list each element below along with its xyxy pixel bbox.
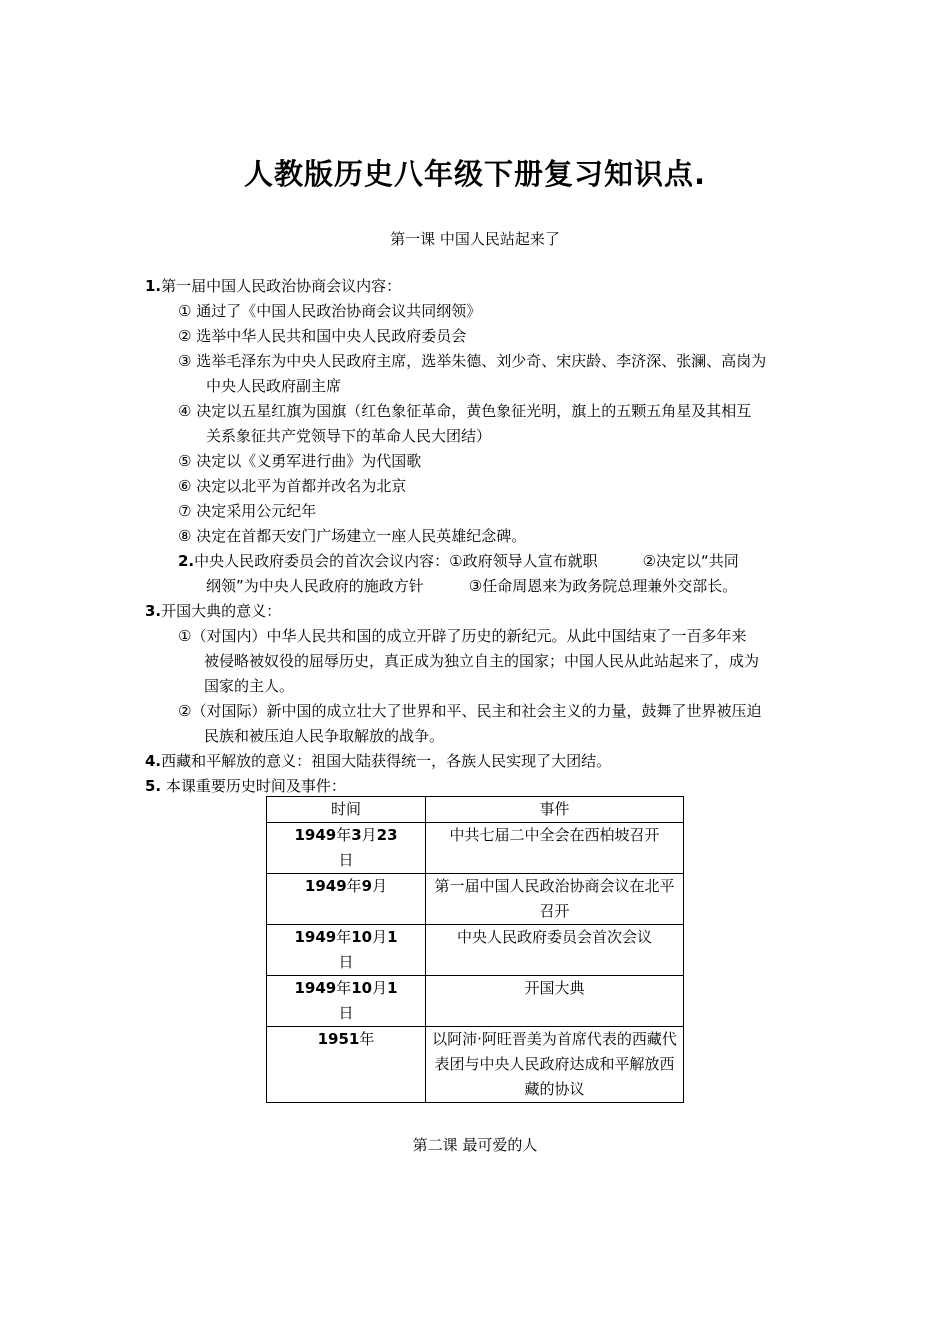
point-3-number: 3. (145, 602, 162, 620)
point-4 (145, 749, 611, 774)
point-1-item: ⑧ 决定在首都天安门广场建立一座人民英雄纪念碑。 (178, 527, 527, 545)
events-table (266, 796, 684, 1103)
point-1-item: ③ 选举毛泽东为中央人民政府主席，选举朱德、刘少奇、宋庆龄、李济深、张澜、高岗为 (178, 352, 767, 370)
point-1-text: 第一届中国人民政治协商会议内容： (161, 277, 402, 295)
page-title: 人教版历史八年级下册复习知识点. (243, 157, 707, 191)
table-cell-event: 中共七届二中全会在西柏坡召开 (426, 823, 684, 874)
table-cell-time: 1951年 (267, 1027, 426, 1103)
table-header-time: 时间 (267, 797, 426, 823)
point-1-item: ⑤ 决定以《义勇军进行曲》为代国歌 (178, 452, 422, 470)
point-1-item: ⑥ 决定以北平为首都并改名为北京 (178, 477, 407, 495)
table-row (267, 925, 684, 976)
table-row (267, 874, 684, 925)
table-cell-event: 中央人民政府委员会首次会议 (426, 925, 684, 976)
point-1-item: ② 选举中华人民共和国中央人民政府委员会 (178, 327, 467, 345)
point-2-text-line1: 中央人民政府委员会的首次会议内容：①政府领导人宣布就职 ②决定以“共同 (194, 552, 739, 570)
point-3 (145, 599, 281, 624)
point-3-text: 开国大典的意义： (161, 602, 282, 620)
table-cell-time: 1949年9月 (267, 874, 426, 925)
point-3-line: 民族和被压迫人民争取解放的战争。 (204, 727, 445, 745)
point-3-line: ②（对国际）新中国的成立壮大了世界和平、民主和社会主义的力量，鼓舞了世界被压迫 (178, 702, 762, 720)
lesson-2-heading: 第二课 最可爱的人 (412, 1136, 538, 1154)
table-cell-event: 开国大典 (426, 976, 684, 1027)
table-cell-time: 1949年10月1 日 (267, 976, 426, 1027)
point-5-number: 5. (145, 777, 162, 795)
point-3-line: 国家的主人。 (204, 677, 295, 695)
table-cell-time: 1949年10月1 日 (267, 925, 426, 976)
table-cell-event: 第一届中国人民政治协商会议在北平召开 (426, 874, 684, 925)
table-row (267, 976, 684, 1027)
point-4-text: 西藏和平解放的意义：祖国大陆获得统一，各族人民实现了大团结。 (161, 752, 612, 770)
point-1-number: 1. (145, 277, 162, 295)
point-2 (178, 549, 739, 574)
table-cell-event: 以阿沛·阿旺晋美为首席代表的西藏代表团与中央人民政府达成和平解放西藏的协议 (426, 1027, 684, 1103)
table-row (267, 823, 684, 874)
point-2-number: 2. (178, 552, 195, 570)
point-1-item-cont: 中央人民政府副主席 (206, 377, 342, 395)
point-2-text-line2: 纲领”为中央人民政府的施政方针 ③任命周恩来为政务院总理兼外交部长。 (206, 577, 738, 595)
point-3-line: ①（对国内）中华人民共和国的成立开辟了历史的新纪元。从此中国结束了一百多年来 (178, 627, 747, 645)
table-header-event: 事件 (426, 797, 684, 823)
table-header-row (267, 797, 684, 823)
table-cell-time: 1949年3月23 日 (267, 823, 426, 874)
point-1-item: ⑦ 决定采用公元纪年 (178, 502, 317, 520)
table-row (267, 1027, 684, 1103)
point-1 (145, 274, 401, 299)
point-4-number: 4. (145, 752, 162, 770)
lesson-1-heading: 第一课 中国人民站起来了 (390, 230, 560, 248)
point-1-item: ① 通过了《中国人民政治协商会议共同纲领》 (178, 302, 482, 320)
point-3-line: 被侵略被奴役的屈辱历史，真正成为独立自主的国家；中国人民从此站起来了，成为 (204, 652, 760, 670)
point-1-item-cont: 关系象征共产党领导下的革命人民大团结） (206, 427, 492, 445)
point-1-item: ④ 决定以五星红旗为国旗（红色象征革命，黄色象征光明，旗上的五颗五角星及其相互 (178, 402, 752, 420)
point-5-text: 本课重要历史时间及事件： (161, 777, 346, 795)
